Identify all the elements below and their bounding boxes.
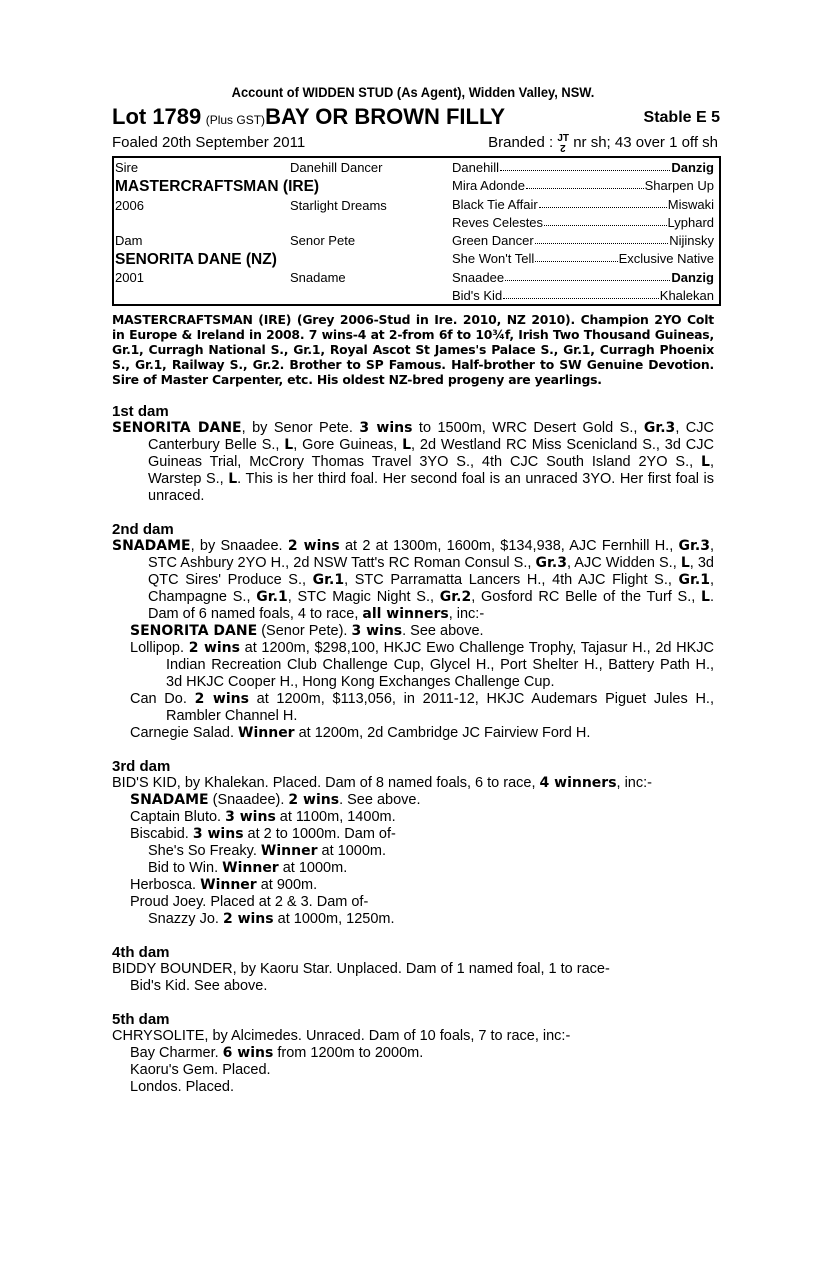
text: , STC Ashbury 2YO H., 2d NSW Tatt's RC Roman Consul S., bbox=[148, 538, 715, 571]
text: CHRYSOLITE, by Alcimedes. Unraced. Dam of 10 foals, 7 to race, inc:- bbox=[112, 1028, 571, 1044]
family-entry bbox=[112, 877, 714, 894]
text: BID'S KID, by Khalekan. Placed. Dam of 8 named foals, 6 to race, bbox=[112, 775, 540, 791]
dam-heading: 4th dam bbox=[112, 944, 170, 961]
bold-text: Gr.1 bbox=[312, 572, 345, 588]
text: Captain Bluto. bbox=[130, 809, 226, 825]
text: , Gosford RC Belle of the Turf S., bbox=[471, 589, 702, 605]
leader-dots bbox=[503, 288, 659, 299]
grandparent-name: Danehill bbox=[452, 160, 499, 175]
text: Biscabid. bbox=[130, 826, 193, 842]
sire-name: MASTERCRAFTSMAN (IRE) bbox=[115, 178, 320, 195]
family-entry bbox=[112, 691, 714, 725]
family-entry bbox=[112, 538, 714, 623]
pedigree-grandparent-row bbox=[114, 251, 719, 269]
text: at 2 at 1300m, 1600m, $134,938, AJC Fernhill H., bbox=[339, 538, 679, 554]
text: Carnegie Salad. bbox=[130, 725, 239, 741]
pedigree-grandparent-row bbox=[114, 178, 719, 196]
bold-text: Gr.3 bbox=[643, 420, 676, 436]
sire-biography: MASTERCRAFTSMAN (IRE) (Grey 2006-Stud in Ire. 2010, NZ 2010). Champion 2YO Colt in Europe & Ireland in 2008. 7 wins-4 at 2-from 6f to 10¾f, Irish Two Thousand Guineas, Gr.1, Curragh National S., Gr.1, Royal Ascot St James's Palace S., Gr.1, Curragh Phoenix S., Gr.1, Railway S., Gr.2. Brother to SP Famous. Half-brother to SW Genuine Devotion. Sire of Master Carpenter, etc. His oldest NZ-bred progeny are yearlings. bbox=[112, 312, 714, 387]
stable-location: Stable E 5 bbox=[643, 109, 720, 126]
family-entry bbox=[112, 978, 714, 995]
bold-text: Winner bbox=[238, 725, 295, 741]
grandparent-name: Black Tie Affair bbox=[452, 197, 538, 212]
bold-text: 2 wins bbox=[194, 691, 249, 707]
bold-text: 2 wins bbox=[188, 640, 240, 656]
dam-section bbox=[112, 403, 714, 505]
text: She's So Freaky. bbox=[148, 843, 261, 859]
dam-sire: Senor Pete bbox=[290, 233, 356, 248]
bold-text: Gr.1 bbox=[678, 572, 710, 588]
text: at 1200m, 2d Cambridge JC Fairview Ford H. bbox=[294, 725, 591, 741]
sire-sire: Danehill Dancer bbox=[290, 160, 383, 175]
bold-text: SNADAME bbox=[112, 538, 191, 554]
grandparent-sire: Sharpen Up bbox=[644, 178, 714, 193]
pedigree-grandparent-row bbox=[114, 288, 719, 306]
sire-year: 2006 bbox=[115, 198, 144, 213]
text: , inc:- bbox=[616, 775, 652, 791]
family-entry bbox=[112, 792, 714, 809]
dam-label: Dam bbox=[115, 233, 143, 248]
branded-label: Branded : bbox=[488, 134, 554, 151]
bold-text: L bbox=[701, 589, 710, 605]
text: , Gore Guineas, bbox=[293, 437, 403, 453]
foaled-line bbox=[112, 133, 718, 156]
leader-dots bbox=[500, 160, 670, 171]
family-entry bbox=[112, 809, 714, 826]
bold-text: 3 wins bbox=[359, 420, 413, 436]
text: (Snaadee). bbox=[208, 792, 289, 808]
family-entry bbox=[112, 1079, 714, 1096]
dam-heading: 3rd dam bbox=[112, 758, 171, 775]
text: at 1000m. bbox=[317, 843, 386, 859]
brand-mark-icon bbox=[557, 135, 569, 151]
text: to 1500m, WRC Desert Gold S., bbox=[412, 420, 644, 436]
bold-text: Winner bbox=[200, 877, 257, 893]
bold-text: 4 winners bbox=[539, 775, 617, 791]
brand-bottom: 2 bbox=[560, 142, 566, 153]
dam-section bbox=[112, 758, 714, 928]
family-entry bbox=[112, 843, 714, 860]
text: , Warstep S., bbox=[148, 454, 714, 487]
branded-info bbox=[488, 134, 718, 151]
grandparent-name: Green Dancer bbox=[452, 233, 534, 248]
leader-dots bbox=[535, 251, 617, 262]
bold-text: 2 wins bbox=[287, 538, 340, 554]
text: , 3d QTC Sires' Produce S., bbox=[148, 555, 714, 588]
text: at 1200m, $113,056, in 2011-12, HKJC Audemars Piguet Jules H., Rambler Channel H. bbox=[166, 691, 714, 724]
text: at 900m. bbox=[256, 877, 318, 893]
family-entry bbox=[112, 420, 714, 505]
dam-heading: 5th dam bbox=[112, 1011, 170, 1028]
text: , Champagne S., bbox=[148, 572, 714, 605]
leader-dots bbox=[535, 233, 669, 244]
text: Herbosca. bbox=[130, 877, 201, 893]
lot-number: Lot 1789 bbox=[112, 104, 202, 129]
pedigree-grandparent-row bbox=[114, 197, 719, 215]
text: . This is her third foal. Her second foal is an unraced 3YO. Her first foal is unraced. bbox=[148, 471, 714, 504]
brand-top: JT bbox=[557, 133, 570, 144]
text: from 1200m to 2000m. bbox=[273, 1045, 424, 1061]
family-sections bbox=[112, 403, 714, 1096]
bold-text: L bbox=[402, 437, 412, 453]
bold-text: Winner bbox=[260, 843, 318, 859]
grandparent-sire: Khalekan bbox=[659, 288, 714, 303]
grandparent-sire: Lyphard bbox=[667, 215, 714, 230]
grandparent-sire: Danzig bbox=[671, 270, 714, 285]
text: Proud Joey. Placed at 2 & 3. Dam of- bbox=[130, 894, 369, 910]
text: Snazzy Jo. bbox=[148, 911, 223, 927]
bold-text: 6 wins bbox=[222, 1045, 274, 1061]
text: at 1200m, $298,100, HKJC Ewo Challenge Trophy, Tajasur H., 2d HKJC Indian Recreation Club Challenge Cup, Glycel H., Port Shelter H., Battery Path H., 3d HKJC Cooper H., Hong Kong Exchanges Challenge Cup. bbox=[166, 640, 714, 690]
text: , by Senor Pete. bbox=[241, 420, 360, 436]
grandparent-name: Bid's Kid bbox=[452, 288, 503, 303]
text: Bid to Win. bbox=[148, 860, 223, 876]
grandparent-name: She Won't Tell bbox=[452, 251, 535, 266]
bold-text: Gr.3 bbox=[535, 555, 567, 571]
bold-text: Gr.1 bbox=[256, 589, 288, 605]
text: Londos. Placed. bbox=[130, 1079, 234, 1095]
branded-rest: nr sh; 43 over 1 off sh bbox=[573, 134, 718, 151]
bold-text: SNADAME bbox=[130, 792, 209, 808]
text: Bid's Kid. See above. bbox=[130, 978, 268, 994]
grandparent-name: Mira Adonde bbox=[452, 178, 525, 193]
bold-text: 3 wins bbox=[225, 809, 276, 825]
text: at 1000m, 1250m. bbox=[273, 911, 395, 927]
leader-dots bbox=[539, 197, 667, 208]
text: . See above. bbox=[402, 623, 484, 639]
family-entry bbox=[112, 640, 714, 691]
family-entry bbox=[112, 623, 714, 640]
text: , inc:- bbox=[448, 606, 485, 622]
grandparent-name: Reves Celestes bbox=[452, 215, 544, 230]
text: , 2d Westland RC Miss Scenicland S., 3d CJC Guineas Trial, McCrory Thomas Travel 3YO S., 4th CJC South Island 2YO S., bbox=[148, 437, 714, 470]
bold-text: Gr.2 bbox=[439, 589, 472, 605]
text: (Senor Pete). bbox=[257, 623, 352, 639]
pedigree-grandparent-row bbox=[114, 233, 719, 251]
bold-text: 2 wins bbox=[288, 792, 340, 808]
family-entry bbox=[112, 894, 714, 911]
family-entry bbox=[112, 826, 714, 843]
text: , AJC Widden S., bbox=[566, 555, 681, 571]
family-entry bbox=[112, 1062, 714, 1079]
text: Bay Charmer. bbox=[130, 1045, 223, 1061]
dam-dam: Snadame bbox=[290, 270, 346, 285]
bold-text: 2 wins bbox=[222, 911, 274, 927]
text: , by Snaadee. bbox=[190, 538, 288, 554]
leader-dots bbox=[505, 270, 670, 281]
pedigree-table bbox=[112, 156, 721, 306]
lot-description: BAY OR BROWN FILLY bbox=[265, 104, 506, 129]
bold-text: SENORITA DANE bbox=[130, 623, 258, 639]
text: . Dam of 6 named foals, 4 to race, bbox=[148, 589, 714, 622]
family-entry bbox=[112, 725, 714, 742]
text: Lollipop. bbox=[130, 640, 189, 656]
grandparent-sire: Nijinsky bbox=[669, 233, 714, 248]
sire-dam: Starlight Dreams bbox=[290, 198, 387, 213]
foaled-date: Foaled 20th September 2011 bbox=[112, 134, 306, 151]
family-entry bbox=[112, 911, 714, 928]
vendor-account: Account of WIDDEN STUD (As Agent), Widden Valley, NSW. bbox=[231, 84, 595, 100]
dam-section bbox=[112, 1011, 714, 1096]
grandparent-sire: Exclusive Native bbox=[618, 251, 714, 266]
family-entry bbox=[112, 775, 714, 792]
bold-text: Winner bbox=[222, 860, 279, 876]
dam-section bbox=[112, 944, 714, 995]
dam-heading: 2nd dam bbox=[112, 521, 174, 538]
bold-text: 3 wins bbox=[351, 623, 403, 639]
catalogue-page bbox=[112, 80, 720, 1096]
text: , STC Magic Night S., bbox=[287, 589, 440, 605]
family-entry bbox=[112, 1045, 714, 1062]
family-entry bbox=[112, 961, 714, 978]
leader-dots bbox=[526, 178, 644, 189]
lot-line bbox=[112, 104, 720, 130]
dam-heading: 1st dam bbox=[112, 403, 169, 420]
text: at 1000m. bbox=[278, 860, 348, 876]
plus-gst: (Plus GST) bbox=[205, 113, 266, 127]
grandparent-sire: Miswaki bbox=[667, 197, 714, 212]
grandparent-name: Snaadee bbox=[452, 270, 505, 285]
bold-text: 3 wins bbox=[192, 826, 244, 842]
sire-label: Sire bbox=[115, 160, 139, 175]
text: , STC Parramatta Lancers H., 4th AJC Flight S., bbox=[344, 572, 679, 588]
pedigree-grandparent-row bbox=[114, 215, 719, 233]
dam-name: SENORITA DANE (NZ) bbox=[115, 251, 277, 268]
text: Can Do. bbox=[130, 691, 195, 707]
bold-text: all winners bbox=[362, 606, 449, 622]
text: . See above. bbox=[339, 792, 421, 808]
bold-text: L bbox=[284, 437, 294, 453]
leader-dots bbox=[544, 215, 666, 226]
text: at 2 to 1000m. Dam of- bbox=[243, 826, 396, 842]
text: Kaoru's Gem. Placed. bbox=[130, 1062, 271, 1078]
text: at 1100m, 1400m. bbox=[275, 809, 396, 825]
bold-text: SENORITA DANE bbox=[112, 420, 242, 436]
bold-text: L bbox=[680, 555, 690, 571]
dam-section bbox=[112, 521, 714, 742]
family-entry bbox=[112, 860, 714, 877]
family-entry bbox=[112, 1028, 714, 1045]
bold-text: L bbox=[701, 454, 710, 470]
text: , CJC Canterbury Belle S., bbox=[148, 420, 714, 453]
grandparent-sire: Danzig bbox=[671, 160, 714, 175]
pedigree-grandparent-row bbox=[114, 270, 719, 288]
dam-year: 2001 bbox=[115, 270, 144, 285]
text: BIDDY BOUNDER, by Kaoru Star. Unplaced. Dam of 1 named foal, 1 to race- bbox=[112, 961, 610, 977]
pedigree-grandparent-row bbox=[114, 160, 719, 178]
bold-text: Gr.3 bbox=[678, 538, 710, 554]
bold-text: L bbox=[228, 471, 238, 487]
